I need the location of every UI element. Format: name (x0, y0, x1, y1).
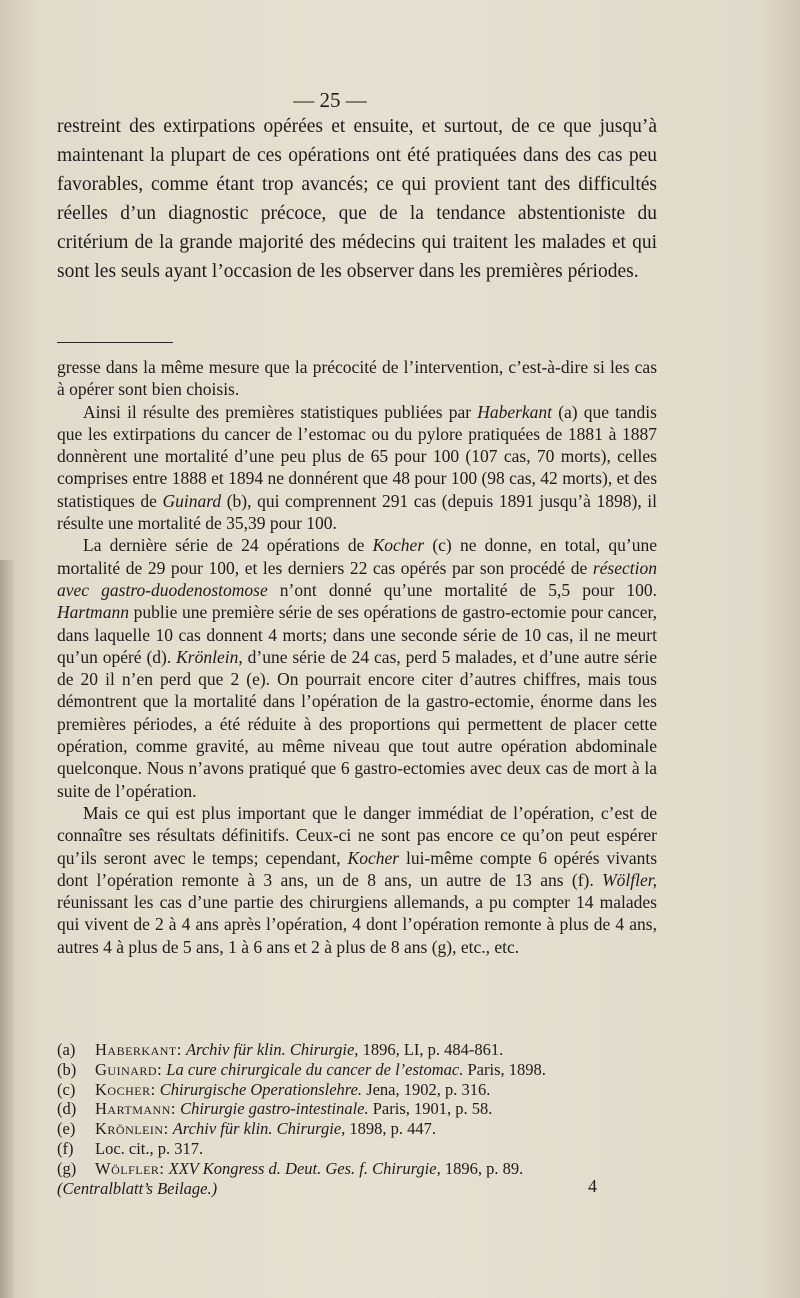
author-name: Kocher (347, 847, 400, 868)
author-name: Wölfler, (602, 869, 657, 890)
author-name: Krönlein, (176, 646, 243, 667)
footnote-separator (57, 342, 173, 343)
reference-continuation: (Centralblatt’s Beilage.) (57, 1178, 218, 1198)
reference-item: (a) Haberkant: Archiv für klin. Chirurgie, 1896, LI, p. 484-861. (57, 1040, 504, 1059)
author-name: Hartmann (57, 602, 129, 623)
reference-item: (d) Hartmann: Chirurgie gastro-intestinale. Paris, 1901, p. 58. (57, 1099, 493, 1119)
reference-list (57, 1040, 657, 1198)
footnote-body (57, 356, 657, 958)
author-name: Haberkant (477, 401, 553, 422)
footnote-paragraph-3: La dernière série de 24 opérations de Kocher (c) ne donne, en total, qu’une mortalité de 29 pour 100, et les derniers 22 cas opérés par son procédé de résection avec gastro-duodenostomose n’ont donné qu’une mortalité de 5,5 pour 100. Hartmann publie une première série de ses opérations de gastro-ectomie pour cancer, dans laquelle 10 cas donnent 4 morts; dans une seconde série de 10 cas, il ne meurt qu’un opéré (d). Krönlein, d’une série de 24 cas, perd 5 malades, et d’une autre série de 20 il n’en perd que 2 (e). On pourrait encore citer d’autres chiffres, mais tous démontrent que la mortalité dans l’opération de la gastro-ectomie, énorme dans les premières périodes, a été réduite à des proportions qui permettent de placer cette opération, comme gravité, au même niveau que tout autre opération abdominale quelconque. Nous n’avons pratiqué que 6 gastro-ectomies avec deux cas de mort à la suite de l’opération. (57, 535, 657, 801)
page-number: — 25 — (293, 88, 367, 112)
binding-shadow (0, 560, 14, 1298)
reference-item: (b) Guinard: La cure chirurgicale du cancer de l’estomac. Paris, 1898. (57, 1059, 546, 1079)
footnote-paragraph-1: gresse dans la même mesure que la précocité de l’intervention, c’est-à-dire si les cas à opérer sont bien choisis. (57, 357, 657, 400)
reference-item: (f) Loc. cit., p. 317. (57, 1138, 204, 1158)
main-paragraph: restreint des extirpations opérées et ensuite, et surtout, de ce que jusqu’à maintenant la plupart de ces opérations ont été pratiquées dans des cas peu favorables, comme étant trop avancés; ce qui provient tant des difficultés réelles d’un diagnostic précoce, que de la tendance abstentioniste du critérium de la grande majorité des médecins qui traitent les malades et qui sont les seuls ayant l’occasion de les observer dans les premières périodes. (57, 116, 657, 282)
procedure-term: résection avec gastro-duodenostomose (57, 557, 657, 600)
author-name: Guinard (162, 490, 222, 511)
author-name: Kocher (372, 535, 425, 556)
footnote-paragraph-4: Mais ce qui est plus important que le danger immédiat de l’opération, c’est de connaître ses résultats définitifs. Ceux-ci ne sont pas encore ce qu’on peut espérer qu’ils seront avec le temps; cependant, Kocher lui-même compte 6 opérés vivants dont l’opération remonte à 3 ans, un de 8 ans, un autre de 13 ans (f). Wölfler, réunissant les cas d’une partie des chirurgiens allemands, a pu compter 14 malades qui vivent de 2 à 4 ans après l’opération, 4 dont l’opération remonte à plus de 4 ans, autres 4 à plus de 5 ans, 1 à 6 ans et 2 à plus de 8 ans (g), etc., etc. (57, 802, 658, 957)
reference-item: (c) Kocher: Chirurgische Operationslehre. Jena, 1902, p. 316. (57, 1079, 491, 1099)
reference-item: (e) Krönlein: Archiv für klin. Chirurgie, 1898, p. 447. (57, 1119, 437, 1139)
reference-item: (g) Wölfler: XXV Kongress d. Deut. Ges. f. Chirurgie, 1896, p. 89. (57, 1158, 524, 1178)
signature-mark: 4 (588, 1176, 597, 1196)
footnote-paragraph-2: Ainsi il résulte des premières statistiques publiées par Haberkant (a) que tandis que les extirpations du cancer de l’estomac ou du pylore pratiquées de 1881 à 1887 donnèrent une mortalité d’une peu plus de 65 pour 100 (107 cas, 70 morts), celles comprises entre 1888 et 1894 ne donnérent que 48 pour 100 (98 cas, 42 morts), et des statistiques de Guinard (b), qui comprennent 291 cas (depuis 1891 jusqu’à 1898), il résulte une mortalité de 35,39 pour 100. (57, 401, 658, 534)
